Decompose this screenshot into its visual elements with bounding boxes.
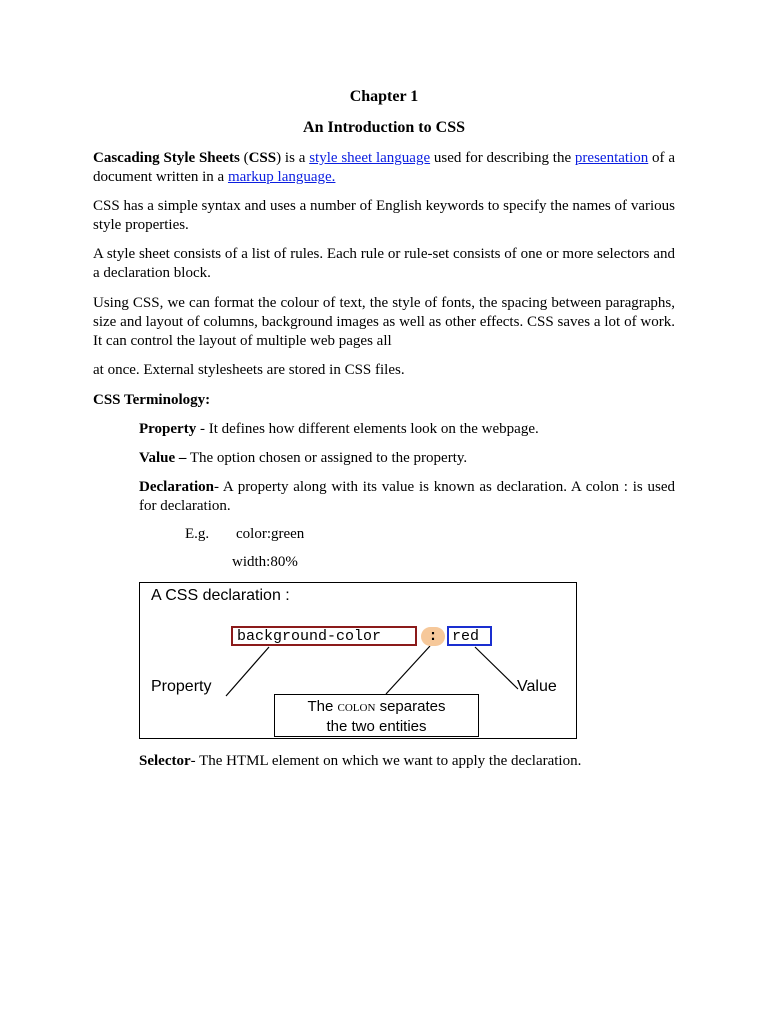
link-markup-language[interactable]: markup language.: [227, 169, 336, 185]
term-selector-definition: - The HTML element on which we want to apply the declaration.: [190, 753, 582, 769]
link-presentation[interactable]: presentation: [574, 150, 649, 166]
text: ) is a: [276, 150, 310, 166]
term-declaration-definition: - A property along with its value is known as declaration. A colon : is used for declaration.: [139, 479, 675, 514]
intro-paragraph: [93, 149, 675, 187]
paragraph-syntax: CSS has a simple syntax and uses a number of English keywords to specify the names of various style properties.: [93, 198, 675, 233]
term-declaration-name: Declaration: [139, 479, 214, 495]
terminology-heading: [93, 391, 675, 410]
colon-marker: :: [421, 627, 445, 646]
page-title: An Introduction to CSS: [303, 119, 465, 136]
note-text: The: [307, 698, 338, 715]
value-code-box: red: [447, 626, 492, 646]
term-declaration: [139, 478, 675, 516]
example-color: color:green: [236, 526, 305, 542]
terminology-heading-text: CSS Terminology:: [93, 392, 211, 408]
term-value-name: Value –: [139, 450, 187, 466]
term-css-abbr: CSS: [248, 150, 277, 166]
note-colon-word: colon: [337, 699, 376, 715]
note-text-line2: the two entities: [326, 718, 427, 735]
term-selector-name: Selector: [139, 753, 191, 769]
text: (: [239, 150, 249, 166]
term-value: [139, 449, 675, 468]
term-property: [139, 420, 675, 439]
term-property-definition: - It defines how different elements look on the webpage.: [196, 421, 539, 437]
term-selector: [139, 752, 675, 771]
paragraph-rules: A style sheet consists of a list of rules. Each rule or rule-set consists of one or more selectors and a declaration block.: [93, 246, 675, 281]
paragraph-external: at once. External stylesheets are stored in CSS files.: [93, 362, 405, 378]
colon-connector-line: [386, 646, 430, 694]
value-connector-line: [475, 647, 518, 689]
term-value-definition: The option chosen or assigned to the property.: [186, 450, 468, 466]
text: used for describing the: [430, 150, 575, 166]
value-label: Value: [517, 678, 557, 695]
term-property-name: Property: [139, 421, 197, 437]
example-label: E.g.: [185, 526, 210, 542]
paragraph-formatting: Using CSS, we can format the colour of text, the style of fonts, the spacing between paragraphs, size and layout of columns, background images as well as other effects. CSS saves a lot of work. It can control the layout of multiple web pages all: [93, 295, 675, 349]
term-css-full: Cascading Style Sheets: [93, 150, 240, 166]
note-text: separates: [375, 698, 446, 715]
property-label: Property: [151, 678, 212, 695]
text: of a document written in a: [93, 150, 675, 185]
link-style-sheet-language[interactable]: style sheet language: [309, 150, 431, 166]
figure-title: A CSS declaration :: [151, 587, 290, 604]
property-code-box: background-color: [231, 626, 417, 646]
chapter-label: Chapter 1: [349, 88, 419, 105]
css-declaration-figure: [139, 582, 577, 739]
example-width: width:80%: [232, 554, 298, 570]
property-connector-line: [226, 647, 269, 696]
colon-note-box: [274, 694, 479, 737]
